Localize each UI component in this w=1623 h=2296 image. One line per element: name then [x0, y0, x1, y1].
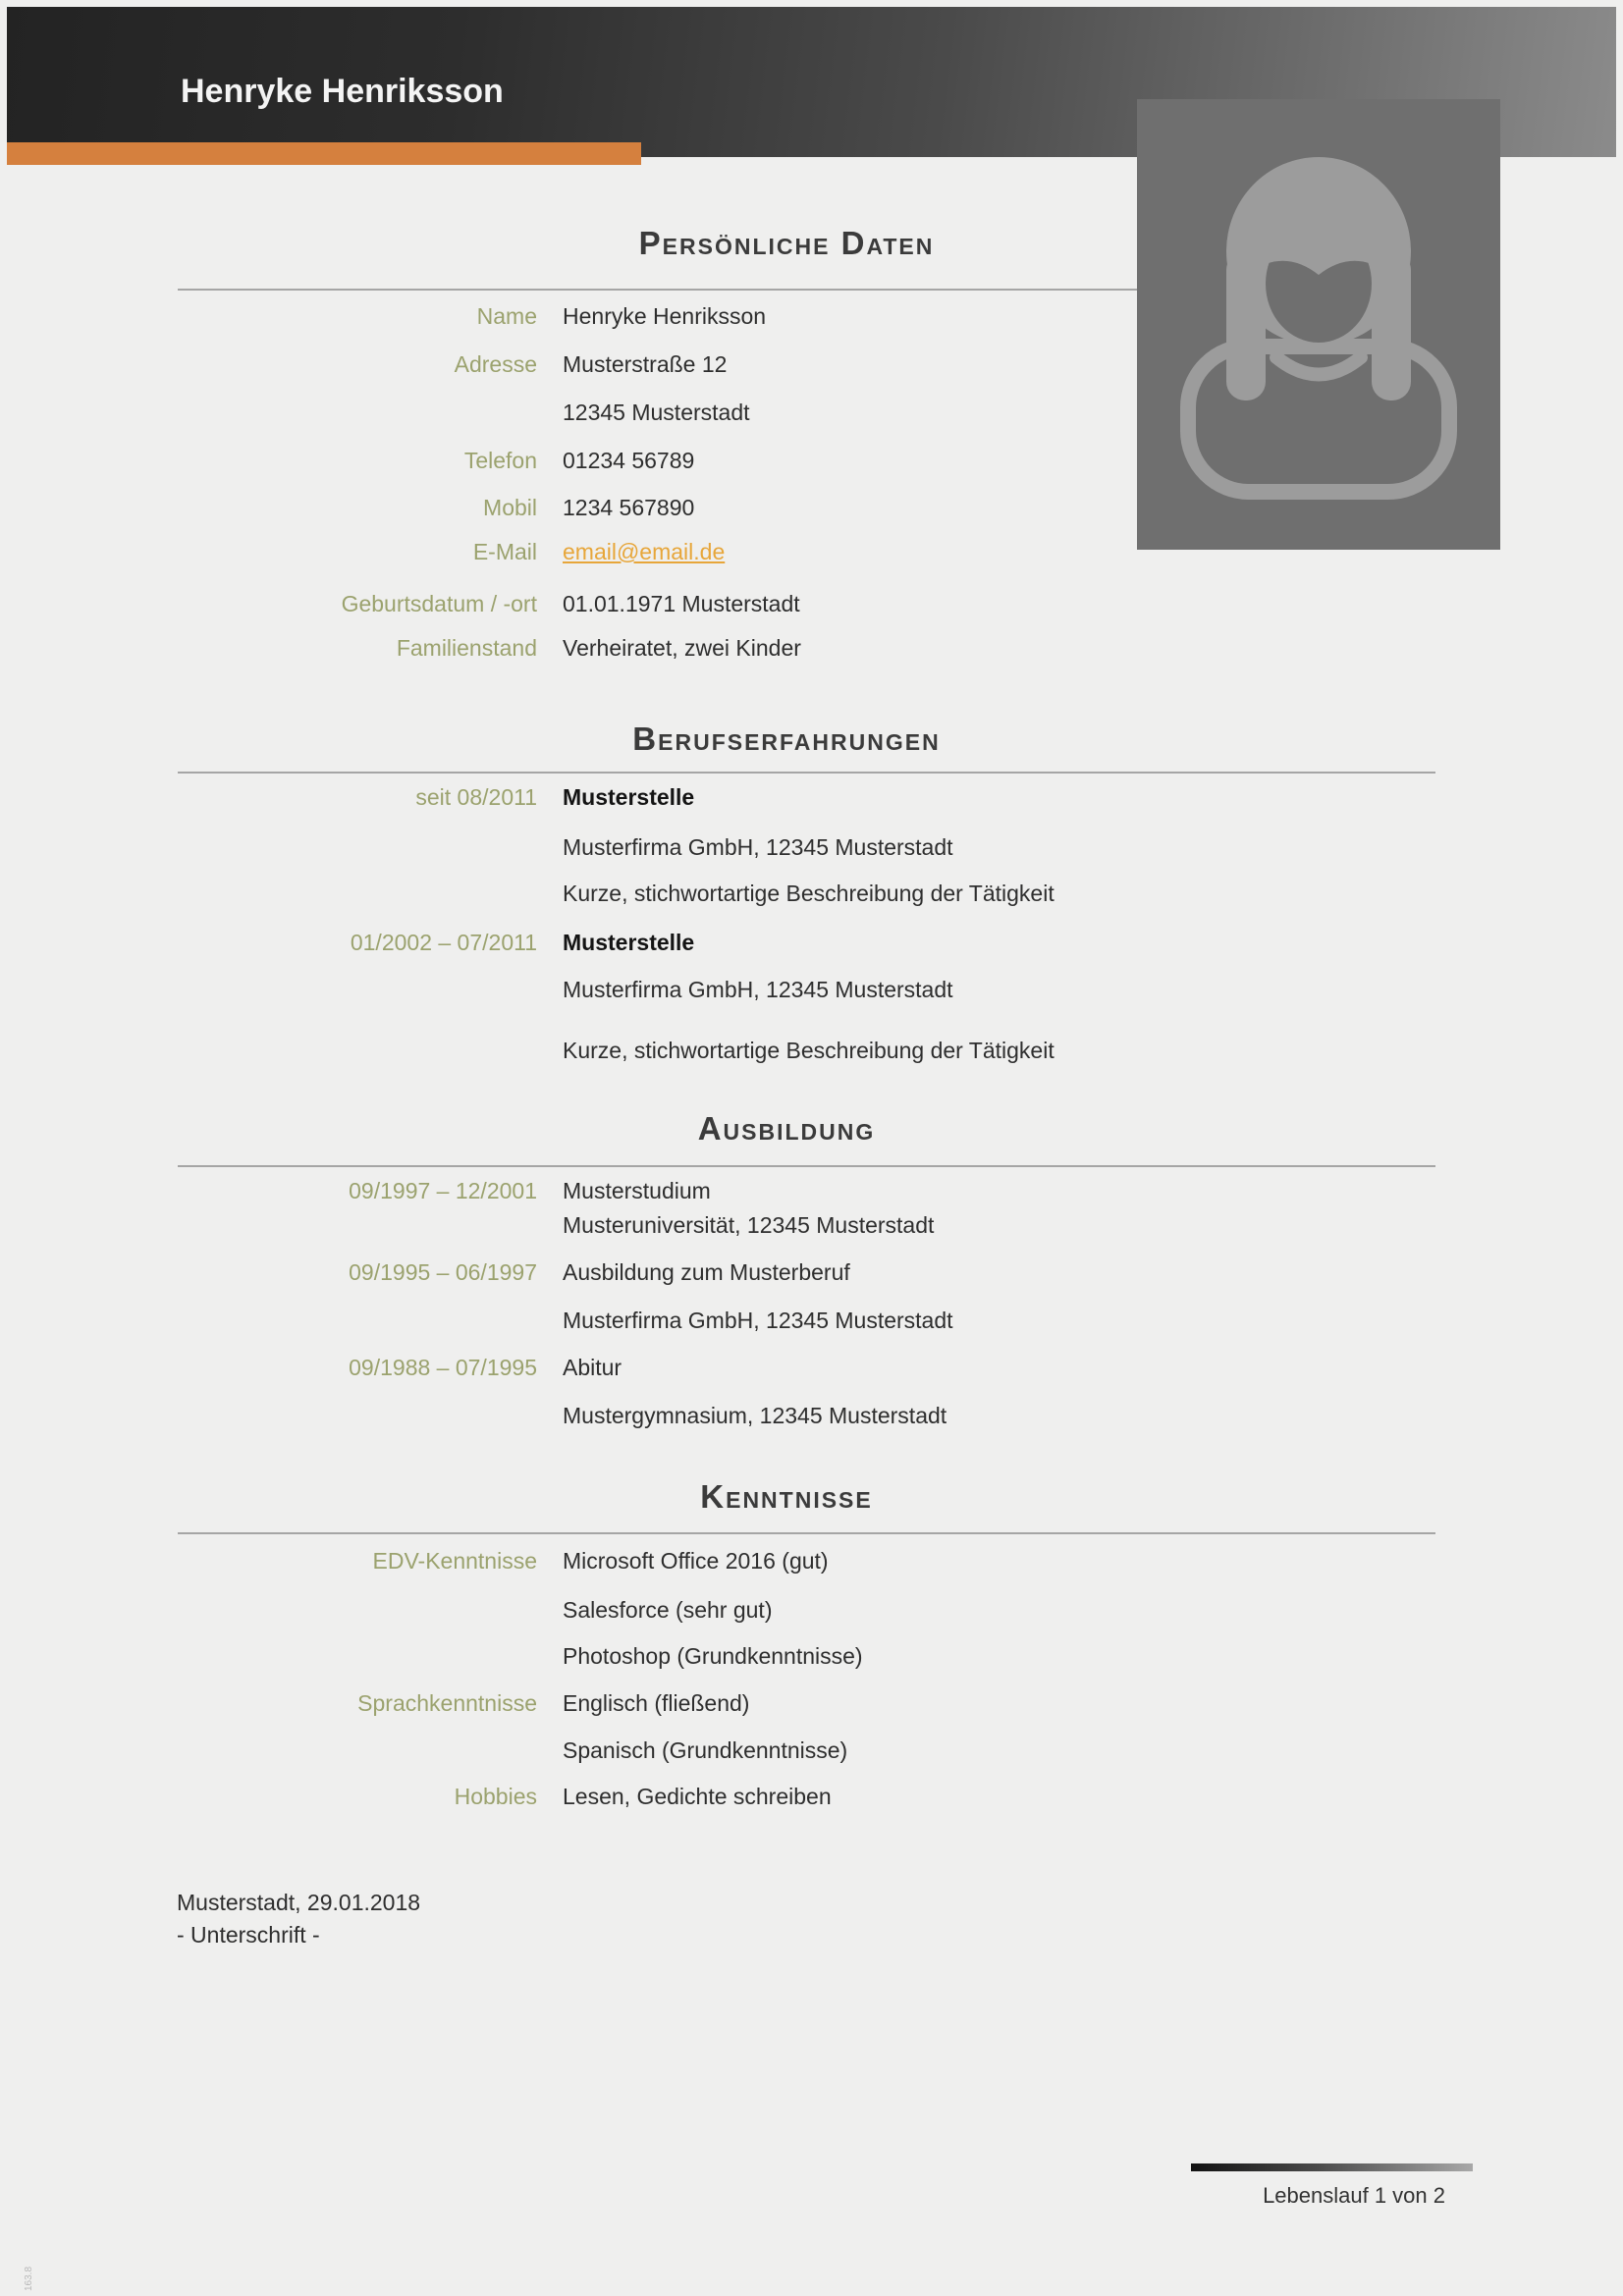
- row-value: Ausbildung zum Musterberuf: [563, 1259, 850, 1285]
- row-label: [178, 1735, 537, 1767]
- row-value: Verheiratet, zwei Kinder: [563, 635, 801, 661]
- row-value: Salesforce (sehr gut): [563, 1597, 773, 1623]
- accent-bar: [7, 142, 641, 165]
- section-rule: [178, 1165, 1435, 1167]
- row-label: Hobbies: [454, 1784, 537, 1809]
- signature-placeholder: - Unterschrift -: [177, 1922, 320, 1948]
- cv-row: [178, 1035, 1435, 1067]
- row-label: EDV-Kenntnisse: [372, 1548, 537, 1574]
- cv-row: [178, 927, 1435, 959]
- cv-row: [178, 1256, 1435, 1289]
- signature-place-date: Musterstadt, 29.01.2018: [177, 1890, 421, 1915]
- cv-row: [178, 1175, 1435, 1207]
- cv-row: [178, 831, 1435, 864]
- watermark-text: 163.8: [24, 2266, 34, 2291]
- row-value: 12345 Musterstadt: [563, 400, 750, 425]
- email-link[interactable]: email@email.de: [563, 539, 726, 564]
- row-label: Adresse: [454, 351, 537, 377]
- row-label: [178, 878, 537, 910]
- row-value: Kurze, stichwortartige Beschreibung der Tätigkeit: [563, 881, 1055, 906]
- cv-row: [178, 1594, 1435, 1627]
- cv-row: [178, 1640, 1435, 1673]
- row-value: Lesen, Gedichte schreiben: [563, 1784, 832, 1809]
- cv-row: [178, 1400, 1435, 1432]
- row-label: Telefon: [463, 448, 537, 473]
- profile-photo-placeholder: [1137, 99, 1500, 550]
- cv-row: [178, 878, 1435, 910]
- row-value: Abitur: [563, 1355, 622, 1380]
- section-rule: [178, 1532, 1435, 1534]
- cv-row: [178, 1545, 1435, 1577]
- cv-row: [178, 1781, 1435, 1813]
- row-value: Musterstelle: [563, 784, 695, 810]
- cv-row: [178, 974, 1435, 1006]
- section-heading-experience: Berufserfahrungen: [632, 721, 941, 757]
- row-value: Musteruniversität, 12345 Musterstadt: [563, 1212, 935, 1238]
- female-avatar-icon: [1137, 99, 1500, 550]
- row-label: Familienstand: [396, 635, 537, 661]
- row-label: Sprachkenntnisse: [357, 1690, 537, 1716]
- page-number: Lebenslauf 1 von 2: [1263, 2183, 1445, 2208]
- row-value: Musterstraße 12: [563, 351, 728, 377]
- row-value: Musterfirma GmbH, 12345 Musterstadt: [563, 977, 953, 1002]
- row-label: seit 08/2011: [415, 784, 537, 810]
- row-value: Mustergymnasium, 12345 Musterstadt: [563, 1403, 947, 1428]
- row-value: Musterstelle: [563, 930, 695, 955]
- row-value: Photoshop (Grundkenntnisse): [563, 1643, 863, 1669]
- row-label: [178, 397, 537, 429]
- row-label: [178, 1640, 537, 1673]
- row-value: Musterfirma GmbH, 12345 Musterstadt: [563, 1308, 953, 1333]
- row-label: [178, 1594, 537, 1627]
- cv-row: [178, 781, 1435, 814]
- footer-gradient-bar: [1191, 2163, 1473, 2171]
- section-heading-personal: Persönliche Daten: [638, 225, 935, 261]
- row-label: 09/1997 – 12/2001: [349, 1178, 537, 1203]
- row-label: 01/2002 – 07/2011: [350, 930, 537, 955]
- cv-row: [178, 632, 1435, 665]
- row-value: Henryke Henriksson: [563, 303, 767, 329]
- row-label: 09/1995 – 06/1997: [349, 1259, 537, 1285]
- row-value: 1234 567890: [563, 495, 695, 520]
- cv-row: [178, 1735, 1435, 1767]
- cv-row: [178, 588, 1435, 620]
- row-value: Englisch (fließend): [563, 1690, 750, 1716]
- signature-block: [177, 1887, 420, 1951]
- row-label: Geburtsdatum / -ort: [341, 591, 537, 616]
- row-value: Microsoft Office 2016 (gut): [563, 1548, 829, 1574]
- section-heading-skills: Kenntnisse: [700, 1478, 873, 1515]
- cv-row: [178, 1687, 1435, 1720]
- row-label: [178, 1400, 537, 1432]
- row-value: Musterstudium: [563, 1178, 711, 1203]
- row-label: Mobil: [483, 495, 537, 520]
- cv-row: [178, 1352, 1435, 1384]
- section-rule: [178, 772, 1435, 774]
- row-value: Kurze, stichwortartige Beschreibung der Tätigkeit: [563, 1038, 1055, 1063]
- row-label: 09/1988 – 07/1995: [349, 1355, 537, 1380]
- row-label: [178, 1035, 537, 1067]
- row-value: Spanisch (Grundkenntnisse): [563, 1737, 848, 1763]
- row-value: 01234 56789: [563, 448, 695, 473]
- row-label: [178, 974, 537, 1006]
- person-name: Henryke Henriksson: [181, 73, 504, 110]
- row-label: [178, 831, 537, 864]
- section-heading-education: Ausbildung: [697, 1110, 876, 1147]
- row-label: E-Mail: [472, 539, 537, 564]
- row-label: [178, 1209, 537, 1242]
- cv-row: [178, 1305, 1435, 1337]
- cv-row: [178, 1209, 1435, 1242]
- row-label: [178, 1305, 537, 1337]
- row-value: Musterfirma GmbH, 12345 Musterstadt: [563, 834, 953, 860]
- row-label: Name: [476, 303, 537, 329]
- row-value: 01.01.1971 Musterstadt: [563, 591, 800, 616]
